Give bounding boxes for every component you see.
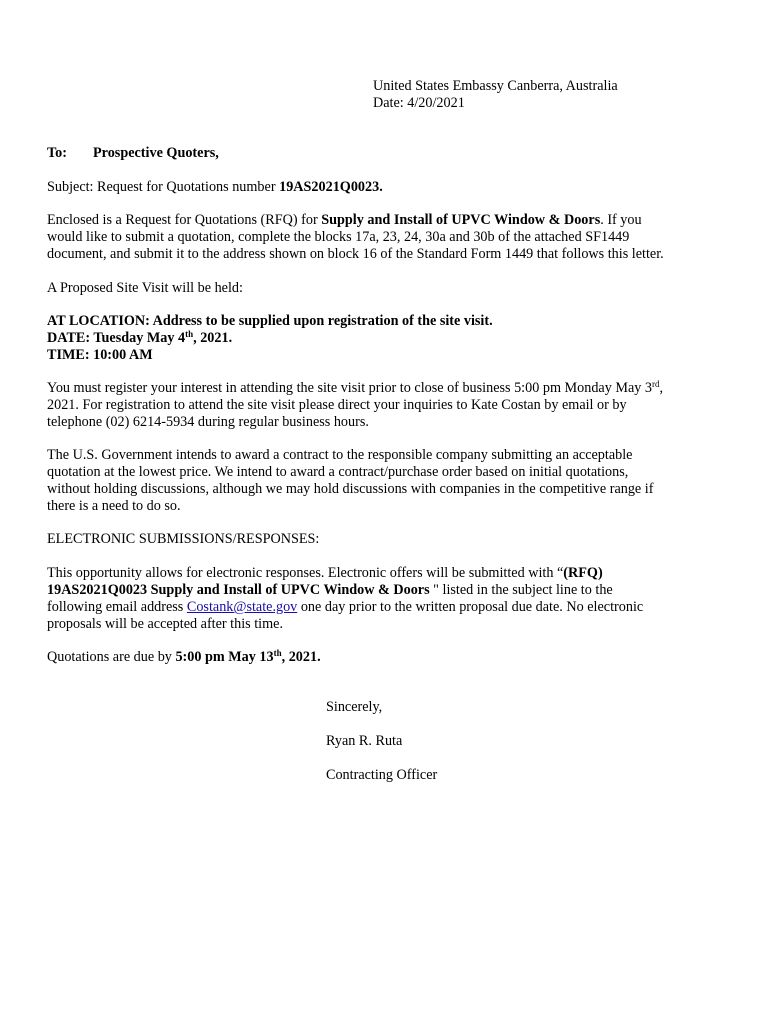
register-paragraph xyxy=(47,380,737,431)
register-line-1 xyxy=(47,380,737,397)
enclosed-text: Enclosed is a Request for Quotations (RFQ) for xyxy=(47,212,322,228)
site-visit-date xyxy=(47,330,737,347)
electronic-line-4: proposals will be accepted after this time. xyxy=(47,616,283,632)
register-text-end: , xyxy=(659,380,664,396)
letter-header xyxy=(373,78,618,112)
site-visit-intro: A Proposed Site Visit will be held: xyxy=(47,280,243,296)
site-visit-date-year: , 2021. xyxy=(193,330,233,346)
embassy-line: United States Embassy Canberra, Australia xyxy=(373,78,618,94)
site-visit-details xyxy=(47,313,737,364)
rfq-number: 19AS2021Q0023. xyxy=(279,179,383,195)
site-visit-date-text: DATE: Tuesday May 4 xyxy=(47,330,186,346)
register-line-3: telephone (02) 6214-5934 during regular business hours. xyxy=(47,414,369,430)
email-link[interactable]: Costank@state.gov xyxy=(186,599,298,615)
enclosed-line-2: would like to submit a quotation, complete the blocks 17a, 23, 24, 30a and 30b of the attached SF1449 xyxy=(47,229,630,245)
closing-sincerely: Sincerely, xyxy=(326,699,383,715)
to-label: To: xyxy=(47,145,67,161)
due-date-sup: th xyxy=(273,648,282,658)
site-visit-time: TIME: 10:00 AM xyxy=(47,347,153,363)
due-date-year: , 2021. xyxy=(281,649,321,665)
enclosed-line-1 xyxy=(47,212,737,229)
due-text: Quotations are due by xyxy=(47,649,176,665)
subject-prefix: Subject: Request for Quotations number xyxy=(47,179,280,195)
subject-line xyxy=(47,179,737,196)
government-line-2: quotation at the lowest price. We intend to award a contract/purchase order based on initial quotations, xyxy=(47,464,629,480)
signer-name: Ryan R. Ruta xyxy=(326,733,403,749)
site-visit-location: AT LOCATION: Address to be supplied upon registration of the site visit. xyxy=(47,313,493,329)
electronic-line-3 xyxy=(47,599,737,616)
register-text: You must register your interest in attending the site visit prior to close of business 5:00 pm Monday May 3 xyxy=(47,380,653,396)
electronic-text-3-end: one day prior to the written proposal due date. No electronic xyxy=(297,599,644,615)
electronic-line-1 xyxy=(47,565,737,582)
project-title: Supply and Install of UPVC Window & Doors xyxy=(321,212,601,228)
recipient: Prospective Quoters, xyxy=(93,145,219,161)
electronic-text: This opportunity allows for electronic responses. Electronic offers will be submitted with “ xyxy=(47,565,564,581)
electronic-line-2 xyxy=(47,582,737,599)
enclosed-line-3: document, and submit it to the address shown on block 16 of the Standard Form 1449 that follows this letter. xyxy=(47,246,664,262)
electronic-heading: ELECTRONIC SUBMISSIONS/RESPONSES: xyxy=(47,531,320,547)
letter-date: Date: 4/20/2021 xyxy=(373,95,465,111)
enclosed-paragraph xyxy=(47,212,737,263)
electronic-subject: 19AS2021Q0023 Supply and Install of UPVC Window & Doors xyxy=(47,582,430,598)
enclosed-text-end: . If you xyxy=(600,212,642,228)
electronic-rfq-label: (RFQ) xyxy=(563,565,603,581)
government-paragraph xyxy=(47,447,737,515)
signer-title: Contracting Officer xyxy=(326,767,438,783)
government-line-4: there is a need to do so. xyxy=(47,498,181,514)
addressee xyxy=(47,145,737,162)
electronic-paragraph xyxy=(47,565,737,633)
government-line-3: without holding discussions, although we may hold discussions with companies in the competitive range if xyxy=(47,481,654,497)
register-line-2: 2021. For registration to attend the site visit please direct your inquiries to Kate Costan by email or by xyxy=(47,397,627,413)
due-date xyxy=(175,649,320,665)
electronic-text-3: following email address xyxy=(47,599,187,615)
government-line-1: The U.S. Government intends to award a contract to the responsible company submitting an acceptable xyxy=(47,447,633,463)
electronic-text-2: " listed in the subject line to the xyxy=(429,582,613,598)
due-date-line xyxy=(47,649,737,666)
site-visit-date-sup: th xyxy=(185,329,194,339)
due-date-text: 5:00 pm May 13 xyxy=(175,649,274,665)
register-sup: rd xyxy=(652,379,660,389)
